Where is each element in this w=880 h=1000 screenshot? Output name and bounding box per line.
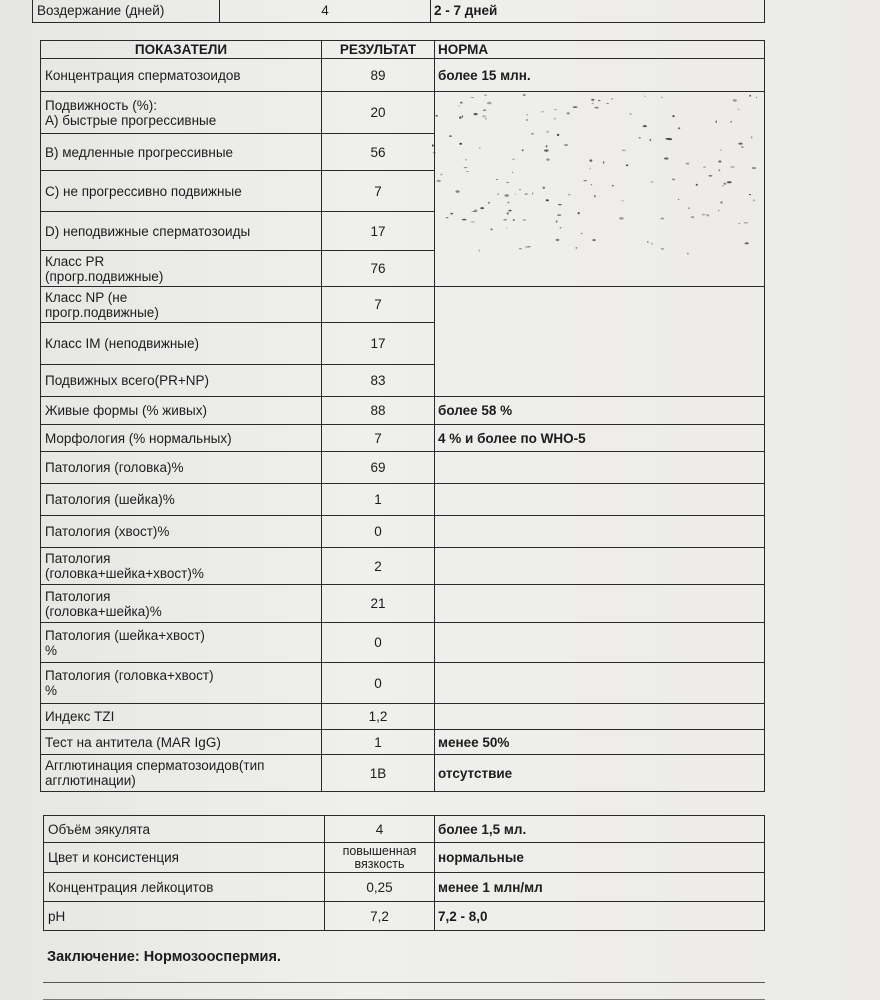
row-norm <box>435 585 765 623</box>
speck <box>556 220 558 222</box>
speck <box>751 136 752 138</box>
row-result: 88 <box>322 397 435 425</box>
table-row <box>44 843 765 873</box>
speck <box>738 143 742 145</box>
row-label: Патология (хвост)% <box>41 516 322 548</box>
speck <box>643 125 647 127</box>
speck <box>718 169 720 171</box>
speck <box>437 180 441 182</box>
row-label: Объём эякулята <box>44 816 325 843</box>
row-result: 1 <box>322 484 435 516</box>
speck <box>687 253 689 255</box>
speck <box>696 184 698 186</box>
speck <box>622 150 625 151</box>
speck <box>522 149 524 151</box>
speck <box>556 239 560 241</box>
speck <box>432 144 434 146</box>
speck <box>706 214 709 216</box>
speck <box>554 109 557 110</box>
obscured-region <box>432 90 762 280</box>
speck <box>526 119 528 120</box>
row-norm: 7,2 - 8,0 <box>435 902 765 931</box>
row-result: 1 <box>322 730 435 755</box>
row-norm: более 15 млн. <box>435 59 765 92</box>
speck <box>749 95 751 97</box>
abstinence-result: 4 <box>220 0 431 23</box>
table-row <box>41 516 765 548</box>
divider-line <box>43 982 765 983</box>
speck <box>691 216 695 218</box>
header-result: РЕЗУЛЬТАТ <box>322 41 435 59</box>
speck <box>433 152 436 154</box>
row-result: 7 <box>322 171 435 212</box>
row-norm <box>435 548 765 585</box>
speck <box>526 114 528 115</box>
speck <box>661 97 663 98</box>
speck <box>508 202 510 204</box>
speck <box>727 181 732 183</box>
speck <box>752 167 756 169</box>
row-label: Класс IM (неподвижные) <box>41 323 322 365</box>
speck <box>554 118 556 119</box>
table-row <box>41 730 765 755</box>
speck <box>686 163 690 165</box>
table-row <box>41 623 765 663</box>
speck <box>474 210 477 213</box>
speck <box>702 214 706 216</box>
speck <box>626 164 629 166</box>
speck <box>479 147 481 148</box>
speck <box>519 189 520 190</box>
speck <box>546 145 548 147</box>
conclusion-text: Заключение: Нормозооспермия. <box>47 949 281 965</box>
speck <box>661 248 664 249</box>
speck <box>592 239 596 241</box>
row-label: Подвижность (%): А) быстрые прогрессивные <box>41 92 322 134</box>
speck <box>474 113 478 115</box>
speck <box>459 116 462 118</box>
speck <box>546 199 549 201</box>
table-row <box>41 585 765 623</box>
speck <box>591 184 593 185</box>
speck <box>583 180 587 181</box>
table-row <box>44 873 765 902</box>
speck <box>672 179 675 181</box>
speck <box>718 161 721 163</box>
speck <box>708 175 712 177</box>
speck <box>465 159 467 161</box>
speck <box>590 167 591 169</box>
speck <box>497 194 499 195</box>
row-label: Патология (головка+шейка)% <box>41 585 322 623</box>
speck <box>718 210 719 211</box>
row-label: Патология (головка)% <box>41 452 322 484</box>
row-norm <box>435 287 765 397</box>
row-result: 89 <box>322 59 435 92</box>
speck <box>458 105 460 106</box>
speck <box>619 217 624 219</box>
speck <box>716 121 717 123</box>
speck <box>480 207 484 209</box>
speck <box>523 220 527 221</box>
speck <box>484 95 487 96</box>
table-row <box>41 397 765 425</box>
speck <box>485 118 487 119</box>
speck <box>541 111 545 112</box>
speck <box>744 222 749 223</box>
row-norm <box>435 623 765 663</box>
speck <box>650 139 652 142</box>
abstinence-norm: 2 - 7 дней <box>431 0 765 23</box>
speck <box>567 112 570 114</box>
table-row <box>41 59 765 92</box>
table-row <box>41 548 765 585</box>
speck <box>450 213 453 215</box>
speck <box>470 97 474 98</box>
speck <box>505 194 509 197</box>
row-result: 0,25 <box>325 873 435 902</box>
table-row <box>41 425 765 452</box>
speck <box>496 179 498 180</box>
speck <box>737 109 739 110</box>
speck <box>440 174 443 176</box>
speck <box>621 200 624 201</box>
row-result: повышенная вязкость <box>325 843 435 873</box>
row-norm <box>435 704 765 730</box>
row-result: 7 <box>322 425 435 452</box>
header-indicator: ПОКАЗАТЕЛИ <box>41 41 322 59</box>
speck <box>647 241 649 242</box>
speck <box>449 135 452 137</box>
row-label: Морфология (% нормальных) <box>41 425 322 452</box>
speck <box>678 127 680 129</box>
speck <box>506 182 508 183</box>
speck <box>487 102 492 105</box>
speck <box>598 100 601 101</box>
header-row <box>41 41 765 59</box>
row-norm <box>435 452 765 484</box>
speck <box>639 137 641 138</box>
table-row <box>44 902 765 931</box>
speck <box>483 110 486 111</box>
row-result: 2 <box>322 548 435 585</box>
speck <box>531 133 534 135</box>
speck <box>611 98 613 99</box>
speck <box>471 221 475 222</box>
speck <box>651 243 653 245</box>
row-result: 7 <box>322 287 435 323</box>
speck <box>664 157 668 159</box>
speck <box>455 190 459 193</box>
ejaculate-table <box>43 815 765 931</box>
row-label: Патология (шейка+хвост) % <box>41 623 322 663</box>
row-result: 21 <box>322 585 435 623</box>
table-row <box>41 755 765 792</box>
speck <box>446 217 449 218</box>
speck <box>594 107 598 109</box>
speck <box>525 247 529 248</box>
speck <box>592 103 594 105</box>
speck <box>753 199 755 201</box>
row-result: 69 <box>322 452 435 484</box>
speck <box>512 172 513 173</box>
speck <box>591 99 594 101</box>
speck <box>678 199 680 200</box>
row-result: 0 <box>322 623 435 663</box>
speck <box>581 233 583 235</box>
speck <box>733 99 737 102</box>
header-norm: НОРМА <box>435 41 765 59</box>
speck <box>558 204 562 205</box>
row-label: Патология (головка+шейка+хвост)% <box>41 548 322 585</box>
table-row <box>41 704 765 730</box>
speck <box>576 247 578 249</box>
row-label: Концентрация лейкоцитов <box>44 873 325 902</box>
row-result: 17 <box>322 323 435 365</box>
speck <box>460 102 463 104</box>
row-result: 17 <box>322 212 435 251</box>
speck <box>578 212 580 214</box>
row-result: 0 <box>322 516 435 548</box>
speck <box>720 150 722 151</box>
speck <box>506 228 508 229</box>
row-result: 4 <box>325 816 435 843</box>
row-norm <box>435 516 765 548</box>
speck <box>557 214 561 216</box>
row-result: 7,2 <box>325 902 435 931</box>
row-result: 83 <box>322 365 435 397</box>
speck <box>644 96 645 97</box>
speck <box>722 185 724 186</box>
row-label: Патология (головка+хвост) % <box>41 663 322 704</box>
speck <box>756 97 757 98</box>
row-result: 0 <box>322 663 435 704</box>
row-result: 20 <box>322 92 435 134</box>
speck <box>532 193 533 195</box>
speck <box>651 181 653 182</box>
speck <box>557 134 559 136</box>
table-row <box>44 816 765 843</box>
speck <box>544 149 549 151</box>
speck <box>568 194 570 196</box>
speck <box>564 144 568 146</box>
table-row <box>41 287 765 323</box>
speck <box>466 171 469 172</box>
speck <box>459 143 462 145</box>
row-norm: 4 % и более по WHO-5 <box>435 425 765 452</box>
row-label: В) медленные прогрессивные <box>41 134 322 171</box>
speck <box>519 248 522 249</box>
speck <box>745 242 749 244</box>
row-label: Живые формы (% живых) <box>41 397 322 425</box>
row-label: D) неподвижные сперматозоиды <box>41 212 322 251</box>
abstinence-label: Воздержание (дней) <box>33 0 220 23</box>
speck <box>543 187 545 189</box>
speck <box>525 193 528 195</box>
row-result: 76 <box>322 251 435 287</box>
row-norm: отсутствие <box>435 755 765 792</box>
row-label: С) не прогрессивно подвижные <box>41 171 322 212</box>
speck <box>482 115 486 117</box>
row-norm: более 58 % <box>435 397 765 425</box>
row-result: 1В <box>322 755 435 792</box>
speck <box>730 121 732 123</box>
row-label: Концентрация сперматозоидов <box>41 59 322 92</box>
speck <box>503 219 507 220</box>
row-label: Патология (шейка)% <box>41 484 322 516</box>
table-row <box>41 484 765 516</box>
speck <box>462 115 463 117</box>
speck <box>513 219 515 221</box>
speck <box>464 167 468 168</box>
speck <box>594 195 596 197</box>
row-norm <box>435 484 765 516</box>
speck <box>723 183 726 185</box>
row-label: Класс PR (прогр.подвижные) <box>41 251 322 287</box>
speck <box>612 185 614 187</box>
speck <box>606 103 609 104</box>
speck <box>512 159 515 160</box>
abstinence-table <box>32 0 765 23</box>
row-result: 1,2 <box>322 704 435 730</box>
speck <box>573 106 578 108</box>
speck <box>462 219 467 221</box>
row-norm: менее 1 млн/мл <box>435 873 765 902</box>
speck <box>665 138 670 140</box>
row-result: 56 <box>322 134 435 171</box>
speck <box>672 115 674 117</box>
row-label: Класс NP (не прогр.подвижные) <box>41 287 322 323</box>
speck <box>749 194 751 195</box>
speck <box>703 167 706 168</box>
row-label: Подвижных всего(PR+NP) <box>41 365 322 397</box>
row-norm <box>435 663 765 704</box>
speck <box>560 227 562 228</box>
speck <box>738 223 741 224</box>
speck <box>523 94 526 96</box>
speck <box>660 218 664 220</box>
row-label: Цвет и консистенция <box>44 843 325 873</box>
row-label: pH <box>44 902 325 931</box>
row-label: Индекс TZI <box>41 704 322 730</box>
speck <box>508 210 511 212</box>
speck <box>630 113 632 115</box>
speck <box>547 131 549 133</box>
table-row <box>41 452 765 484</box>
speck <box>507 212 509 214</box>
speck <box>603 161 605 163</box>
speck <box>720 201 722 203</box>
table-row <box>41 663 765 704</box>
speck <box>488 202 490 204</box>
row-norm: менее 50% <box>435 730 765 755</box>
abstinence-row <box>33 0 765 23</box>
row-norm: более 1,5 мл. <box>435 816 765 843</box>
row-label: Агглютинация сперматозоидов(тип агглютинации) <box>41 755 322 792</box>
speck <box>490 228 492 230</box>
speck <box>436 115 438 117</box>
speck <box>590 159 593 161</box>
speck <box>515 194 517 195</box>
speck <box>741 146 744 148</box>
speck <box>730 166 734 168</box>
row-norm: нормальные <box>435 843 765 873</box>
row-label: Тест на антитела (MAR IgG) <box>41 730 322 755</box>
speck <box>688 207 690 209</box>
speck <box>546 158 550 160</box>
speck <box>479 250 480 252</box>
